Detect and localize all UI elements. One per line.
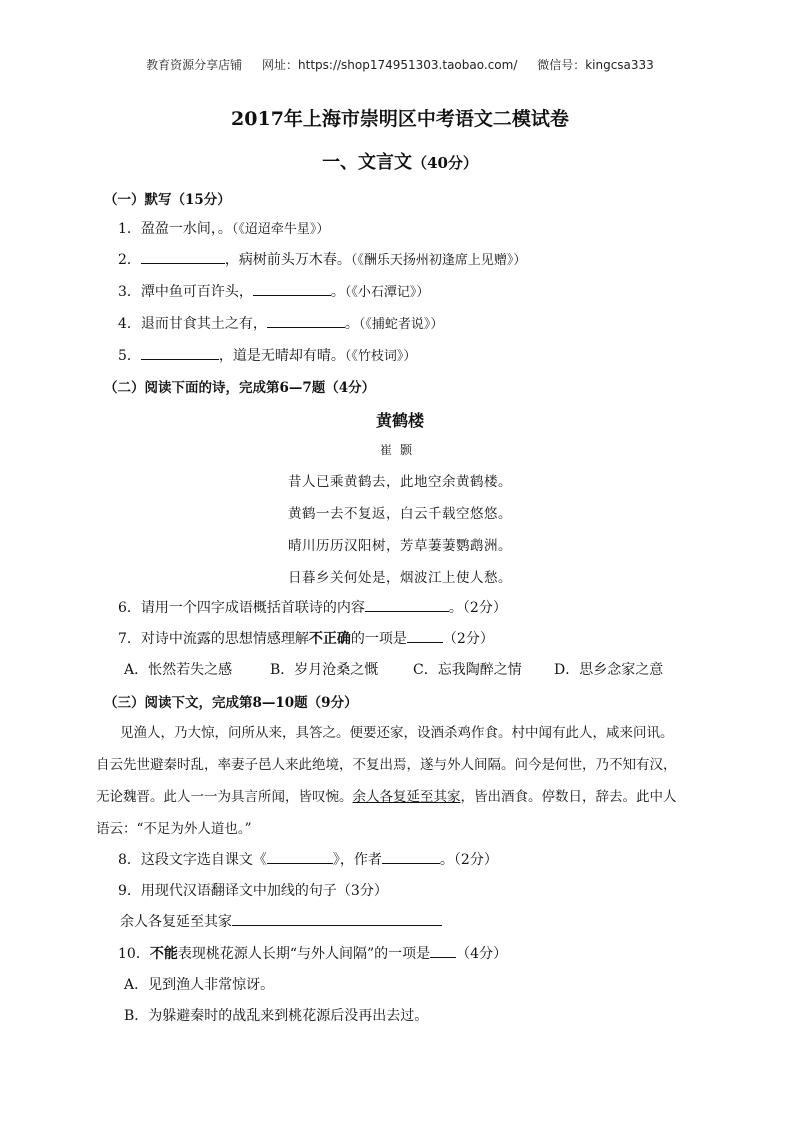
underlined-sentence: 余人各复延至其家 [352,789,461,805]
q6-blank[interactable] [365,597,449,612]
q6-number: 6． [118,600,141,616]
q7-option-d[interactable]: D．思乡念家之意 [554,662,664,678]
q8-text: 这段文字选自课文《 [140,852,267,868]
question-3 [118,281,718,301]
q10-score: （4分） [456,946,508,962]
q4-text: 退而甘食其土之有， [140,316,267,332]
section-label: 一、文言文 [322,152,413,173]
q10-blank[interactable] [430,943,456,958]
part2-heading: （二）阅读下面的诗，完成第6—7题（4分） [104,380,376,396]
passage-text: 无论魏晋。此人一一为具言所闻，皆叹惋。 [96,789,353,805]
q7-emphasis: 不正确 [308,631,351,647]
poem-line: 日暮乡关何处是，烟波江上使人愁。 [288,570,512,586]
q4-source: （《捕蛇者说》） [358,317,444,332]
q8-blank-author[interactable] [382,849,440,864]
q5-number: 5． [118,348,141,364]
section-score: （40分） [412,154,478,172]
question-10 [118,943,718,963]
q10-option-b[interactable]: B．为躲避秦时的战乱来到桃花源后没再出去过。 [124,1008,429,1024]
q1-text: 盈盈一水间，。 [140,221,232,237]
page-header [0,56,800,73]
q3-number: 3． [118,284,141,300]
poem-title: 黄鹤楼 [375,411,424,430]
question-7 [118,628,718,648]
passage-text: ，皆出酒食。停数日，辞去。此中人 [460,789,677,805]
q3-after: 。 [330,284,345,300]
q6-text: 请用一个四字成语概括首联诗的内容 [140,600,365,616]
q1-number: 1． [118,221,141,237]
passage-line [96,785,696,805]
q7-number: 7． [118,631,141,647]
poem-line: 晴川历历汉阳树，芳草萋萋鹦鹉洲。 [288,538,512,554]
q9-text: 用现代汉语翻译文中加线的句子（3分） [140,883,388,899]
wechat-id: 微信号：kingcsa333 [537,58,654,72]
exam-title: 2017年上海市崇明区中考语文二模试卷 [231,108,569,130]
q7-text: 对诗中流露的思想情感理解 [140,631,309,647]
q3-text: 潭中鱼可百许头， [140,284,253,300]
q7-score: （2分） [442,631,494,647]
q1-source: （《迢迢牵牛星》） [231,222,330,237]
q7-option-a[interactable]: A．怅然若失之感 [124,662,233,678]
q4-after: 。 [344,316,359,332]
q10-option-a[interactable]: A．见到渔人非常惊讶。 [124,977,275,993]
poem-author: 崔颢 [379,443,420,457]
passage-line: 自云先世避秦时乱，率妻子邑人来此绝境，不复出焉，遂与外人间隔。问今是何世，乃不知有汉， [96,757,677,773]
part1-heading: （一）默写（15分） [104,192,231,208]
q8-after: 。（2分） [439,852,498,868]
q10-text: 表现桃花源人长期“与外人间隔”的一项是 [177,946,431,962]
question-9 [118,880,718,900]
question-4 [118,313,718,333]
q3-blank[interactable] [253,281,331,296]
q4-blank[interactable] [267,313,345,328]
poem-line: 昔人已乘黄鹤去，此地空余黄鹤楼。 [288,474,512,490]
section-heading [0,148,800,174]
q3-source: （《小石潭记》） [344,285,430,300]
q9-blank[interactable] [232,911,442,926]
shop-url: 网址：https://shop174951303.taobao.com/ [262,58,518,72]
q8-mid: 》，作者 [332,852,382,868]
q9-answer-line [120,911,720,931]
passage-line: 见渔人，乃大惊，问所从来，具答之。便要还家，设酒杀鸡作食。村中闻有此人，咸来问讯。 [120,725,674,741]
q7-option-c[interactable]: C．忘我陶醉之情 [413,662,522,678]
q10-number: 10． [118,946,150,962]
q8-blank-title[interactable] [267,849,333,864]
q10-emphasis: 不能 [149,946,178,962]
question-8 [118,849,718,869]
shop-name: 教育资源分享店铺 [146,58,243,72]
question-1 [118,218,718,238]
q2-source: （《酬乐天扬州初逢席上见赠》） [350,253,527,268]
question-5 [118,345,718,365]
q2-blank[interactable] [141,249,225,264]
q4-number: 4． [118,316,141,332]
passage-line: 语云：“不足为外人道也。” [96,821,252,837]
question-6 [118,597,718,617]
q7-option-b[interactable]: B．岁月沧桑之慨 [270,662,379,678]
part3-heading: （三）阅读下文，完成第8—10题（9分） [104,695,358,711]
q7-after: 的一项是 [350,631,407,647]
q6-after: 。（2分） [448,600,507,616]
q9-answer-prefix: 余人各复延至其家 [120,914,232,930]
question-2 [118,249,718,269]
q2-text: ，病树前头万木春。 [224,252,351,268]
q9-number: 9． [118,883,141,899]
q2-number: 2． [118,252,141,268]
q7-blank[interactable] [407,628,443,643]
q5-blank[interactable] [141,345,219,360]
poem-line: 黄鹤一去不复返，白云千载空悠悠。 [288,506,512,522]
q8-number: 8． [118,852,141,868]
q5-text: ，道是无晴却有晴。 [218,348,345,364]
q5-source: （《竹枝词》） [344,349,417,364]
